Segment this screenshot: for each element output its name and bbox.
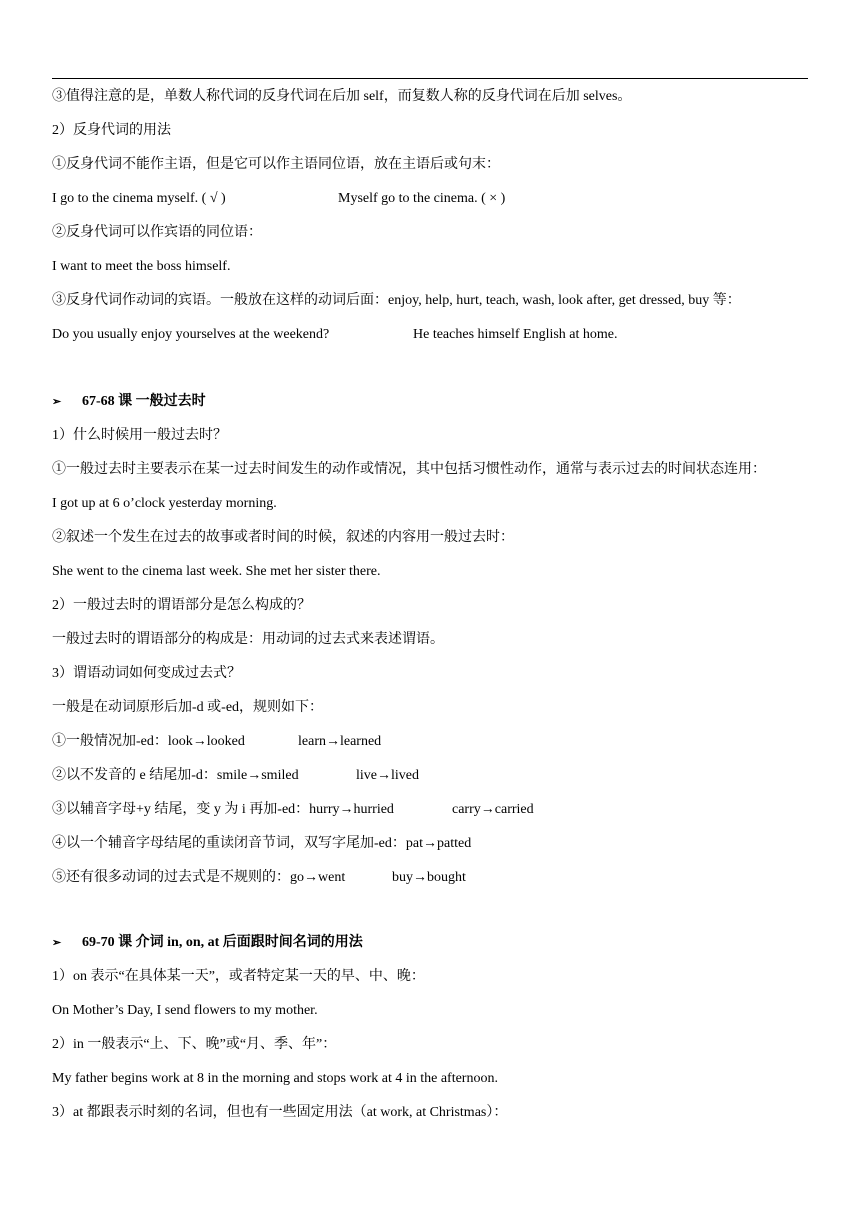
example-past-1: I got up at 6 o’clock yesterday morning. bbox=[52, 496, 277, 511]
base-verb: learn bbox=[298, 734, 326, 749]
conjugation-example-2 bbox=[356, 767, 419, 785]
note-3: ③值得注意的是，单数人称代词的反身代词在后加 self，而复数人称的反身代词在后加 selves。 bbox=[52, 89, 632, 104]
question-1: 1）什么时候用一般过去时？ bbox=[52, 428, 227, 443]
rule-past-1: ①一般过去时主要表示在某一过去时间发生的动作或情况，其中包括习惯性动作，通常与表示过去的时间状态连用： bbox=[52, 462, 766, 477]
base-verb: buy bbox=[392, 870, 413, 885]
past-verb: went bbox=[318, 870, 346, 885]
section-heading-69-70 bbox=[52, 934, 363, 952]
arrow-icon: → bbox=[413, 870, 427, 885]
past-verb: hurried bbox=[353, 802, 394, 817]
rule-label: ①一般情况加-ed： bbox=[52, 734, 168, 749]
question-3: 3）谓语动词如何变成过去式？ bbox=[52, 666, 241, 681]
example-1b: Myself go to the cinema. ( × ) bbox=[338, 191, 506, 206]
arrow-icon: → bbox=[422, 836, 437, 851]
rule-on: 1）on 表示“在具体某一天”，或者特定某一天的早、中、晚： bbox=[52, 969, 425, 984]
rule-at: 3）at 都跟表示时刻的名词，但也有一些固定用法（at work, at Christmas）： bbox=[52, 1105, 508, 1120]
past-verb: carried bbox=[494, 802, 534, 817]
subheading-2: 2）反身代词的用法 bbox=[52, 123, 171, 138]
rule-1: ①反身代词不能作主语，但是它可以作主语同位语，放在主语后或句末： bbox=[52, 157, 500, 172]
example-3b: He teaches himself English at home. bbox=[413, 327, 618, 342]
example-on: On Mother’s Day, I send flowers to my mother. bbox=[52, 1003, 318, 1018]
base-verb: live bbox=[356, 768, 377, 783]
arrow-icon: → bbox=[377, 768, 391, 783]
base-verb: carry bbox=[452, 802, 481, 817]
conjugation-rule bbox=[52, 733, 245, 751]
arrow-icon: → bbox=[304, 870, 318, 885]
example-in: My father begins work at 8 in the morning and stops work at 4 in the afternoon. bbox=[52, 1071, 498, 1086]
base-verb: pat bbox=[405, 836, 423, 851]
rule-3: ③反身代词作动词的宾语。一般放在这样的动词后面：enjoy, help, hurt, teach, wash, look after, get dressed, buy 等： bbox=[52, 293, 741, 308]
base-verb: smile bbox=[216, 768, 248, 783]
rule-label: ②以不发音的 e 结尾加-d： bbox=[52, 768, 217, 783]
example-2: I want to meet the boss himself. bbox=[52, 259, 231, 274]
rule-2: ②反身代词可以作宾语的同位语： bbox=[52, 225, 262, 240]
past-verb: patted bbox=[436, 836, 472, 851]
past-verb: lived bbox=[391, 768, 419, 783]
rule-past-2: ②叙述一个发生在过去的故事或者时间的时候，叙述的内容用一般过去时： bbox=[52, 530, 514, 545]
arrow-icon: → bbox=[325, 734, 340, 749]
rule-label: ④以一个辅音字母结尾的重读闭音节词，双写字尾加-ed： bbox=[52, 836, 406, 851]
base-verb: hurry bbox=[309, 802, 340, 817]
section-title: 69-70 课 介词 in, on, at 后面跟时间名词的用法 bbox=[82, 935, 363, 950]
section-title: 67-68 课 一般过去时 bbox=[82, 394, 206, 409]
arrow-icon: → bbox=[192, 734, 207, 749]
past-verb: looked bbox=[206, 734, 245, 749]
past-verb: smiled bbox=[261, 768, 299, 783]
rule-in: 2）in 一般表示“上、下、晚”或“月、季、年”： bbox=[52, 1037, 337, 1052]
example-3a: Do you usually enjoy yourselves at the weekend? bbox=[52, 327, 330, 342]
conjugation-example-2 bbox=[452, 801, 534, 819]
conjugation-example-2 bbox=[298, 733, 381, 751]
answer-3: 一般是在动词原形后加-d 或-ed，规则如下： bbox=[52, 700, 324, 715]
rule-label: ⑤还有很多动词的过去式是不规则的： bbox=[52, 870, 290, 885]
arrow-bullet-icon: ➢ bbox=[52, 396, 62, 408]
conjugation-rule bbox=[52, 869, 345, 887]
conjugation-rule bbox=[52, 835, 471, 853]
example-1a: I go to the cinema myself. ( √ ) bbox=[52, 191, 226, 206]
section-heading-67-68 bbox=[52, 393, 206, 411]
answer-2: 一般过去时的谓语部分的构成是：用动词的过去式来表述谓语。 bbox=[52, 632, 444, 647]
arrow-icon: → bbox=[339, 802, 354, 817]
conjugation-rule bbox=[52, 767, 299, 785]
header-rule bbox=[52, 78, 808, 79]
past-verb: bought bbox=[427, 870, 466, 885]
arrow-bullet-icon: ➢ bbox=[52, 937, 62, 949]
base-verb: go bbox=[290, 870, 304, 885]
arrow-icon: → bbox=[247, 768, 262, 783]
base-verb: look bbox=[167, 734, 193, 749]
arrow-icon: → bbox=[480, 802, 495, 817]
example-past-2: She went to the cinema last week. She met her sister there. bbox=[52, 564, 381, 579]
conjugation-example-2 bbox=[392, 869, 466, 887]
conjugation-rule bbox=[52, 801, 394, 819]
question-2: 2）一般过去时的谓语部分是怎么构成的？ bbox=[52, 598, 311, 613]
rule-label: ③以辅音字母+y 结尾，变 y 为 i 再加-ed： bbox=[52, 802, 310, 817]
past-verb: learned bbox=[339, 734, 382, 749]
